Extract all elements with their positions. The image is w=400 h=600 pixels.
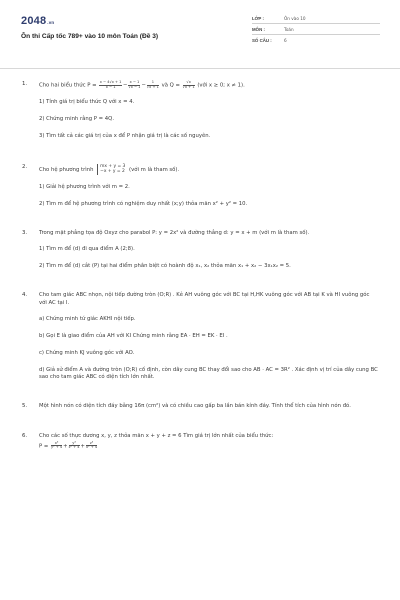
plus-sign: + [80, 443, 85, 450]
denominator: x² + 4 [86, 445, 98, 450]
expression-p [39, 442, 378, 451]
sub-question: b) Gọi E là giao điểm của AH với KI Chứng minh rằng EA · EH = EK · EI . [39, 332, 228, 339]
problem-1 [22, 81, 378, 140]
fraction [86, 442, 97, 450]
meta-label: MÔN : [252, 27, 265, 32]
fraction [183, 81, 195, 89]
meta-value: 6 [284, 38, 287, 43]
problem-number: 5. [22, 403, 28, 410]
problem-list [22, 80, 378, 450]
problem-stem: Một hình nón có diện tích đáy bằng 16π (cm²) và có chiều cao gấp ba lần bán kính đáy. Tính thể tích của hình nón đó. [39, 403, 351, 410]
problem-stem: Trong mặt phẳng tọa độ Oxyz cho parabol P: y = 2x² và đường thẳng d: y = x + m (với m là tham số). [39, 230, 310, 236]
sub-question: 1) Tìm m để (d) đi qua điểm A (2;8). [39, 246, 135, 253]
expression-label: P = [39, 443, 49, 450]
denominator: √x − 1 [128, 84, 141, 89]
sub-question: 2) Chứng minh rằng P = 4Q. [39, 115, 115, 122]
page-header [0, 0, 400, 68]
numerator: z³ [86, 442, 97, 447]
denominator: √x + 1 [146, 84, 159, 89]
exam-title: Ôn thi Cấp tốc 789+ vào 10 môn Toán (Đề 3) [21, 33, 159, 40]
denominator: y² + 4 [51, 445, 63, 450]
meta-value: Toán [284, 27, 294, 32]
logo-text: 2048 [21, 15, 47, 27]
stem-text: Cho hai biểu thức P = [39, 82, 97, 89]
stem-text: Cho hệ phương trình [39, 166, 94, 173]
problem-number: 2. [22, 164, 28, 171]
logo-suffix: .vn [47, 20, 55, 25]
problem-stem: Cho tam giác ABC nhọn, nội tiếp đường tròn (O;R) . Kẻ AH vuông góc với BC tại H,HK vuông góc với AB tại K và HI vuông góc với AC tại I. [39, 292, 370, 306]
numerator: x − 4√x + 1 [99, 80, 122, 84]
denominator: √x + 1 [182, 84, 195, 89]
problem-stem: Cho hai biểu thức P = $\frac{x - 4√x + 1}{x - 1}$ − $\frac{x - 1}{√x - 1}$ − $\frac{1}{√x + 1}$ và Q = $\frac{√x}{√x + 1}$ (với x ≥ 0; x ≠ 1). [39, 80, 245, 89]
problem-3 [22, 230, 378, 270]
sub-question: 2) Tìm m để (d) cắt (P) tại hai điểm phân biệt có hoành độ x₁, x₂ thỏa mãn x₁ + x₂ − 3x₁x₂ = 5. [39, 263, 291, 270]
problem-number: 6. [22, 432, 28, 439]
sub-question: 1) Giải hệ phương trình với m = 2. [39, 183, 130, 190]
stem-text: (với m là tham số). [129, 166, 180, 173]
sub-question: c) Chứng minh KJ vuông góc với AO. [39, 349, 135, 356]
denominator: z² + 4 [68, 445, 80, 450]
sub-question: 2) Tìm m để hệ phương trình có nghiệm duy nhất (x;y) thỏa mãn x² + y² = 10. [39, 200, 248, 207]
sub-question: d) Giả sử điểm A và đường tròn (O;R) cố định, còn dây cung BC thay đổi sao cho AB · AC = 3R² . Xác định vị trí của dây cung BC sao cho tam giác ABC có diện tích lớn nhất. [39, 367, 378, 381]
plus-sign: + [63, 443, 68, 450]
equation: −x + y = 2 [100, 169, 125, 175]
fraction [69, 442, 80, 450]
meta-count-row [252, 38, 380, 49]
problem-number: 3. [22, 230, 28, 236]
numerator: x − 1 [129, 80, 140, 84]
problem-number: 4. [22, 292, 28, 299]
denominator: x − 1 [105, 84, 116, 89]
problem-number: 1. [22, 81, 28, 87]
sub-question: a) Chứng minh tứ giác AKHI nội tiếp. [39, 315, 136, 322]
fraction [147, 81, 159, 89]
problem-stem: Cho các số thực dương x, y, z thỏa mãn x + y + z = 6 Tìm giá trị lớn nhất của biểu thức: [39, 432, 274, 439]
problem-6 [22, 433, 378, 451]
stem-text: (với x ≥ 0; x ≠ 1). [197, 82, 245, 89]
fraction [99, 81, 122, 89]
problem-stem [39, 164, 378, 175]
sub-question: 1) Tính giá trị biểu thức Q với x = 4. [39, 98, 135, 105]
fraction [128, 81, 140, 89]
site-logo[interactable] [21, 14, 54, 29]
meta-value: Ôn vào 10 [284, 16, 306, 21]
fraction [51, 442, 62, 450]
meta-label: SỐ CÂU : [252, 38, 272, 43]
meta-class-row [252, 16, 380, 27]
problem-2 [22, 164, 378, 208]
equation: mx + y = 3 [100, 164, 126, 170]
numerator: √x [183, 81, 195, 86]
meta-subject-row [252, 27, 380, 38]
sub-question: 3) Tìm tất cả các giá trị của x để P nhận giá trị là các số nguyên. [39, 133, 211, 140]
equation-system [97, 164, 125, 175]
meta-divider [252, 23, 380, 24]
header-divider [0, 68, 400, 69]
meta-divider [252, 34, 380, 35]
problem-4 [22, 292, 378, 381]
numerator: x³ [51, 442, 62, 447]
problem-5 [22, 403, 378, 410]
numerator: 1 [147, 81, 159, 86]
numerator: y³ [69, 442, 80, 447]
exam-meta [252, 16, 380, 49]
stem-text: và Q = [161, 82, 180, 89]
meta-label: LỚP : [252, 16, 264, 21]
